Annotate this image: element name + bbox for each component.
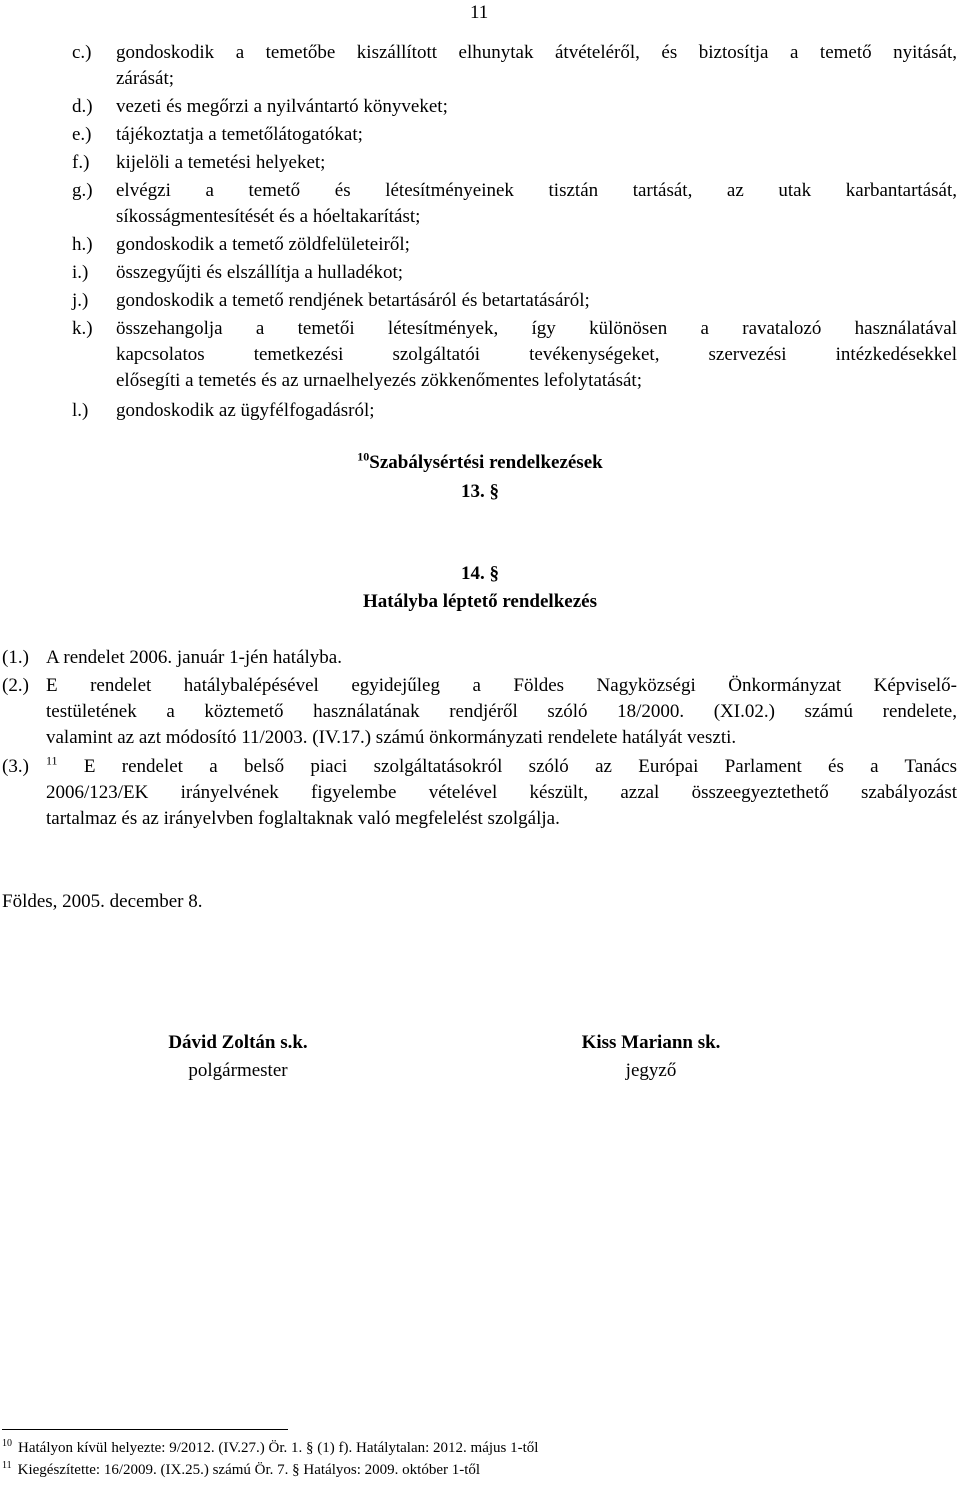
footnote-separator <box>2 1429 288 1430</box>
list-marker: l.) <box>72 400 89 421</box>
footnote-text: Kiegészítette: 16/2009. (IX.25.) számú Ör. 7. § Hatályos: 2009. október 1-től <box>17 1462 481 1478</box>
list-item <box>72 122 957 148</box>
paragraph <box>2 754 957 832</box>
list-marker: c.) <box>72 42 92 63</box>
footnote-number: 10 <box>2 1438 12 1449</box>
paragraph-line: 2006/123/EK irányelvének figyelembe vételével készült, azzal összeegyeztethető szabályozást <box>46 782 957 803</box>
list-line: vezeti és megőrzi a nyilvántartó könyveket; <box>116 96 448 117</box>
list-marker: h.) <box>72 234 93 255</box>
list-line: gondoskodik a temető zöldfelületeiről; <box>116 234 410 255</box>
list-item <box>72 316 957 394</box>
signatory-role: polgármester <box>188 1060 288 1081</box>
section-number: 13. § <box>461 481 499 502</box>
paragraph-line: E rendelet hatálybalépésével egyidejűleg a Földes Nagyközségi Önkormányzat Képviselő- <box>46 675 957 696</box>
list-item <box>72 178 957 230</box>
list-item <box>72 94 957 120</box>
footnote-number: 11 <box>2 1460 12 1471</box>
list-marker: f.) <box>72 152 90 173</box>
paragraph <box>2 645 957 671</box>
section-number: 14. § <box>461 563 499 584</box>
footnote <box>2 1460 480 1480</box>
list-line: elvégzi a temető és létesítményeinek tisztán tartását, az utak karbantartását, <box>116 180 957 201</box>
list-marker: i.) <box>72 262 89 283</box>
list-line: gondoskodik az ügyfélfogadásról; <box>116 400 375 421</box>
signatory-name: Kiss Mariann sk. <box>581 1032 721 1053</box>
list-line: gondoskodik a temetőbe kiszállított elhunytak átvételéről, és biztosítja a temető nyitását, <box>116 42 957 63</box>
list-item <box>72 232 957 258</box>
paragraph-marker: (1.) <box>2 647 29 668</box>
section-sign: § <box>489 481 499 502</box>
paragraph-marker: (2.) <box>2 675 29 696</box>
footnote-ref: 11 <box>46 753 58 768</box>
paragraph-line: testületének a köztemető használatának rendjéről szóló 18/2000. (XI.02.) számú rendelete, <box>46 701 957 722</box>
list-marker: g.) <box>72 180 93 201</box>
list-line: kapcsolatos temetkezési szolgáltatói tevékenységeket, szervezési intézkedésekkel <box>116 344 957 365</box>
section-sign: § <box>489 563 499 584</box>
list-line: zárását; <box>116 68 175 89</box>
signatory-role: jegyző <box>625 1060 677 1081</box>
section-title: Szabálysértési rendelkezések <box>369 452 603 473</box>
page-number: 11 <box>470 2 489 23</box>
paragraph-line: valamint az azt módosító 11/2003. (IV.17.) számú önkormányzati rendelete hatályát veszti. <box>46 727 737 748</box>
footnote <box>2 1438 538 1458</box>
section-heading <box>0 449 960 474</box>
list-item <box>72 398 957 424</box>
list-item <box>72 288 957 314</box>
paragraph-marker: (3.) <box>2 756 29 777</box>
list-line: összegyűjti és elszállítja a hulladékot; <box>116 262 404 283</box>
list-item <box>72 40 957 92</box>
place-date: Földes, 2005. december 8. <box>2 891 203 912</box>
footnote-ref: 10 <box>357 449 370 464</box>
list-line: kijelöli a temetési helyeket; <box>116 152 326 173</box>
list-item <box>72 260 957 286</box>
list-line: elősegíti a temetés és az urnaelhelyezés zökkenőmentes lefolytatását; <box>116 370 642 391</box>
footnote-text: Hatályon kívül helyezte: 9/2012. (IV.27.) Ör. 1. § (1) f). Hatálytalan: 2012. május 1-től <box>18 1440 539 1456</box>
signatory-name: Dávid Zoltán s.k. <box>168 1032 308 1053</box>
signature-block <box>531 1029 771 1085</box>
section-title: Hatályba léptető rendelkezés <box>363 591 597 612</box>
list-line: tájékoztatja a temetőlátogatókat; <box>116 124 363 145</box>
paragraph-line: A rendelet 2006. január 1-jén hatályba. <box>46 647 342 668</box>
list-marker: j.) <box>72 290 89 311</box>
list-line: gondoskodik a temető rendjének betartásáról és betartatásáról; <box>116 290 590 311</box>
signature-block <box>118 1029 358 1085</box>
paragraph-line: $^{11}$ E rendelet a belső piaci szolgáltatásokról szóló az Európai Parlament és a Tanács <box>46 753 958 777</box>
list-line: síkosságmentesítését és a hóeltakarítást; <box>116 206 421 227</box>
list-marker: k.) <box>72 318 93 339</box>
list-line: összehangolja a temetői létesítmények, így különösen a ravatalozó használatával <box>116 318 957 339</box>
paragraph-line: tartalmaz és az irányelvben foglaltaknak való megfelelést szolgálja. <box>46 808 560 829</box>
list-item <box>72 150 957 176</box>
paragraph <box>2 673 957 751</box>
list-marker: e.) <box>72 124 92 145</box>
list-marker: d.) <box>72 96 93 117</box>
